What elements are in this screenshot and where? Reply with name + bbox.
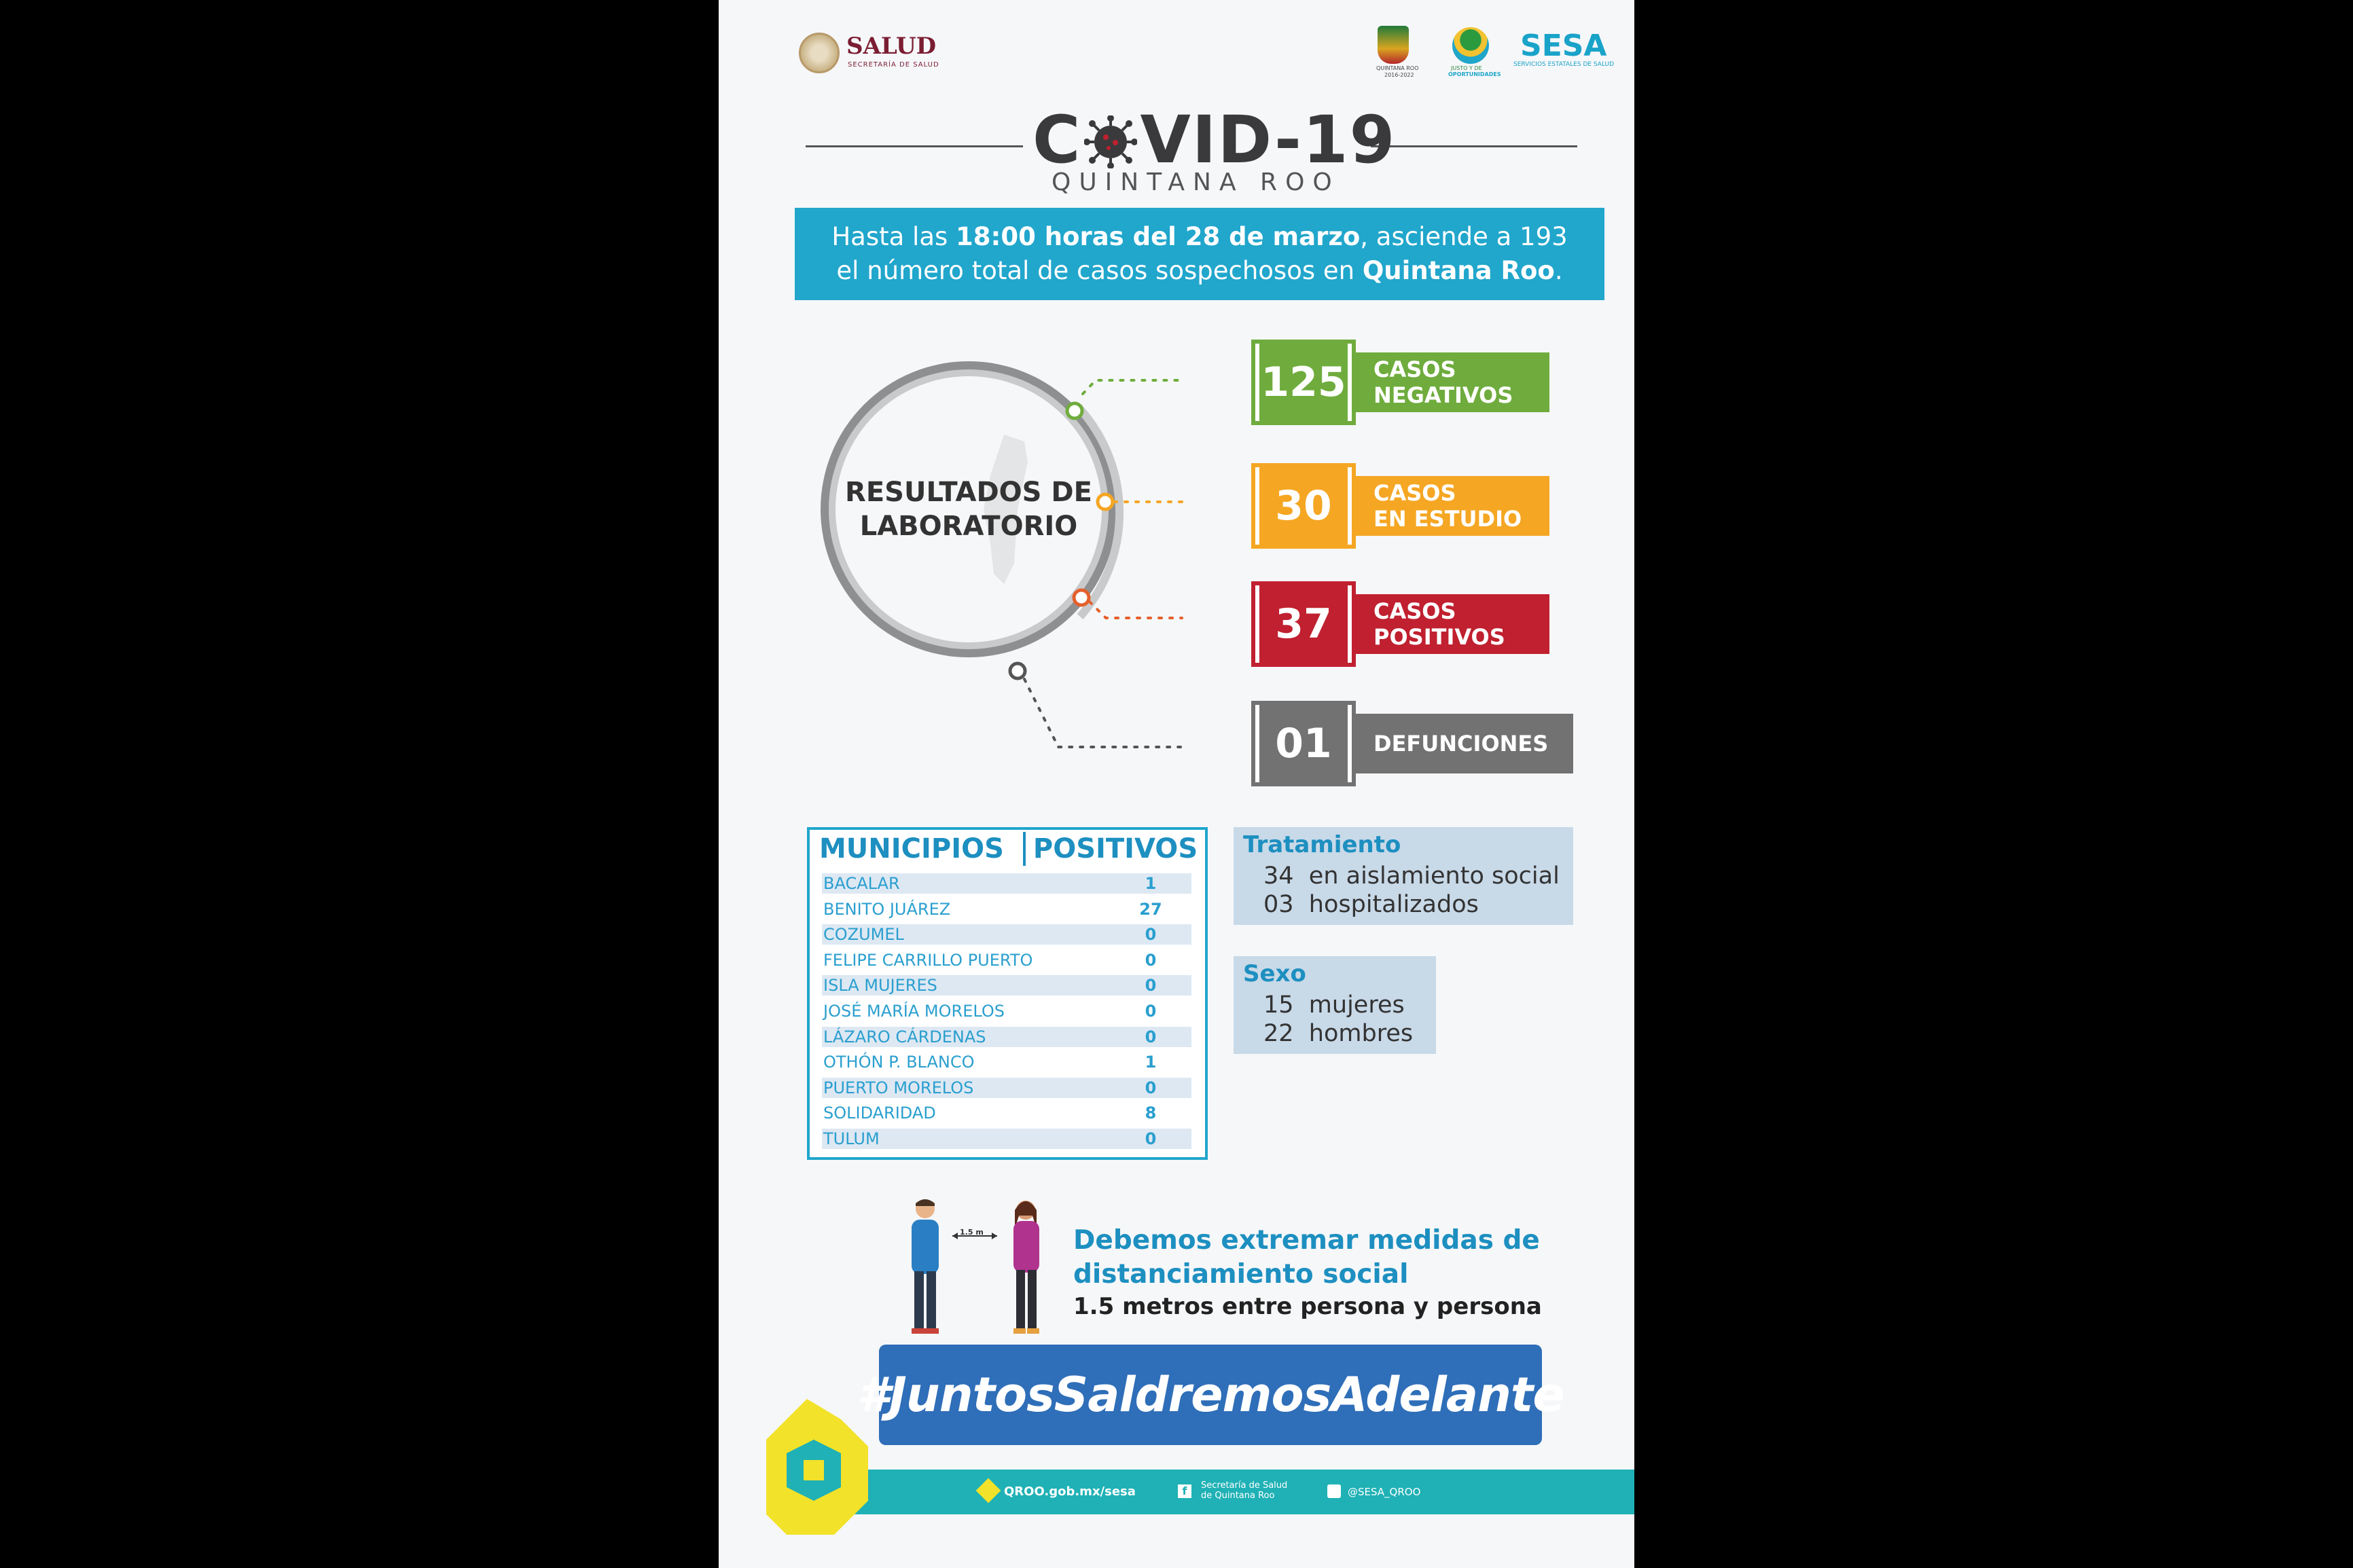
woman-figure-icon [1013,1201,1039,1334]
footer-web[interactable]: QROO.gob.mx/sesa [1004,1484,1136,1499]
stat-label: CASOS NEGATIVOS [1356,352,1549,412]
distance-label: 1.5 m [960,1228,984,1237]
sesa-logo-text: SESA [1520,29,1607,63]
mid-logo-text-1: JUSTO Y DE [1451,65,1482,71]
stat-label: CASOS POSITIVOS [1356,594,1549,654]
ring-label [833,475,1104,543]
intro-line-1: Hasta las 18:00 horas del 28 de marzo, asciende a 193 [831,222,1568,251]
footer-facebook[interactable]: Secretaría de Salud de Quintana Roo [1201,1480,1288,1501]
table-row: BACALAR 1 [822,873,1191,894]
title-suffix: VID-19 [1140,102,1397,178]
sexo-box [1234,956,1436,1054]
table-row: COZUMEL 0 [822,924,1191,945]
stat-negativos [1251,340,1549,425]
tratamiento-hospitalizados: 03 hospitalizados [1263,891,1479,918]
man-figure-icon [912,1199,939,1334]
facebook-icon[interactable]: f [1178,1484,1191,1498]
table-row: BENITO JUÁREZ 27 [823,899,1162,919]
cta-heading [1073,1224,1540,1292]
lab-results-diagram [821,340,1242,774]
salud-logo-text: SALUD [846,33,937,60]
table-row: OTHÓN P. BLANCO 1 [823,1053,1157,1072]
mid-logo-text-2: OPORTUNIDADES [1448,71,1501,77]
quintana-roo-shield-icon [1378,26,1409,64]
stat-value-box [1251,581,1356,667]
tratamiento-aislamiento: 34 en aislamiento social [1263,862,1560,890]
cta-line-2: distanciamiento social [1073,1259,1409,1290]
stat-value-box [1251,340,1356,425]
municipios-table [807,827,1208,1160]
table-row: LÁZARO CÁRDENAS 0 [822,1027,1191,1047]
government-tree-logo-icon [1452,27,1489,64]
footer-twitter[interactable]: @SESA_QROO [1348,1486,1421,1498]
qroo-logo-text: QUINTANA ROO [1376,65,1419,71]
column-header-positivos: POSITIVOS [1032,833,1198,864]
virus-icon [1084,113,1137,166]
quintana-roo-brand-mark-icon [766,1399,882,1535]
sexo-title: Sexo [1243,960,1306,987]
stat-value: 30 [1259,467,1348,545]
positivos-marker [1074,590,1089,605]
column-header-municipios: MUNICIPIOS [819,833,1004,864]
stat-value: 37 [1259,585,1348,663]
table-row: SOLIDARIDAD 8 [823,1104,1157,1123]
ring-label-line-1: RESULTADOS DE [845,477,1092,508]
stat-defunciones [1251,701,1573,786]
stat-value-box [1251,701,1356,786]
sesa-logo-subtitle: SERVICIOS ESTATALES DE SALUD [1513,61,1615,68]
stat-label: DEFUNCIONES [1356,714,1573,773]
stat-positivos [1251,581,1549,667]
table-header [810,830,1205,868]
table-row: TULUM 0 [822,1129,1191,1149]
mexico-seal-icon [799,33,840,73]
stat-value: 125 [1259,344,1348,421]
table-row: PUERTO MORELOS 0 [822,1078,1191,1098]
tratamiento-title: Tratamiento [1243,831,1401,858]
table-row: FELIPE CARRILLO PUERTO 0 [823,950,1157,970]
twitter-icon[interactable] [1327,1484,1341,1498]
qroo-logo-years: 2016-2022 [1384,72,1414,78]
ring-label-line-2: LABORATORIO [859,511,1078,542]
title-divider-right [1371,145,1577,147]
table-row: JOSÉ MARÍA MORELOS 0 [823,1001,1157,1021]
defunciones-marker [1010,663,1025,678]
stat-en-estudio [1251,463,1549,549]
stat-value-box [1251,463,1356,549]
title-prefix: C [1032,102,1082,178]
table-row: ISLA MUJERES 0 [822,975,1191,996]
sexo-hombres: 22 hombres [1263,1020,1414,1047]
sexo-mujeres: 15 mujeres [1263,991,1405,1019]
social-distancing-illustration [897,1195,1066,1345]
hashtag-banner: #JuntosSaldremosAdelante [879,1345,1542,1445]
salud-logo-subtitle: SECRETARÍA DE SALUD [848,61,939,69]
tratamiento-box [1234,827,1573,925]
cta-subtext: 1.5 metros entre persona y persona [1073,1293,1542,1320]
cta-line-1: Debemos extremar medidas de [1073,1225,1540,1256]
intro-line-2: el número total de casos sospechosos en Quintana Roo. [836,256,1563,285]
page-title [1032,102,1397,178]
title-divider-left [806,145,1023,147]
infographic-poster [719,0,1634,1568]
negativos-marker [1067,403,1082,418]
intro-banner [795,208,1604,300]
page-subtitle: QUINTANA ROO [1052,168,1340,196]
stat-value: 01 [1259,705,1348,782]
stat-label: CASOS EN ESTUDIO [1356,476,1549,536]
